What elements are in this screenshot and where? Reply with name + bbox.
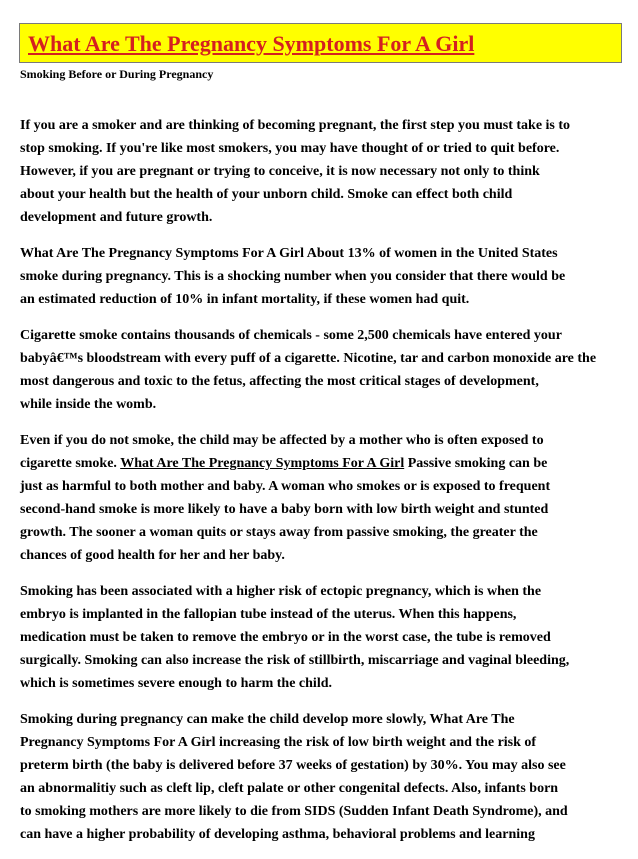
text-line: Cigarette smoke contains thousands of chemicals - some 2,500 chemicals have entered your (20, 328, 562, 343)
text-line: babyâ€™s bloodstream with every puff of a cigarette. Nicotine, tar and carbon monoxide are the (20, 351, 597, 366)
text-line: embryo is implanted in the fallopian tube instead of the uterus. When this happens, (20, 607, 517, 622)
text-line: can have a higher probability of developing asthma, behavioral problems and learning (20, 827, 535, 842)
paragraph-3 (20, 324, 638, 416)
text-line: surgically. Smoking can also increase the risk of stillbirth, miscarriage and vaginal bleeding, (20, 653, 570, 668)
text-line: development and future growth. (20, 210, 213, 225)
text-line: smoke during pregnancy. This is a shocking number when you consider that there would be (20, 269, 566, 284)
title-banner (19, 23, 622, 63)
text-line: just as harmful to both mother and baby. A woman who smokes or is exposed to frequent (20, 479, 551, 494)
text-line: Even if you do not smoke, the child may be affected by a mother who is often exposed to (20, 433, 544, 448)
page-title: What Are The Pregnancy Symptoms For A Girl (28, 31, 475, 56)
text-line: an estimated reduction of 10% in infant mortality, if these women had quit. (20, 292, 470, 307)
text-line: Smoking during pregnancy can make the child develop more slowly, What Are The (20, 712, 515, 727)
paragraph-2 (20, 242, 638, 311)
paragraph-4 (20, 429, 638, 567)
text-line: Pregnancy Symptoms For A Girl increasing the risk of low birth weight and the risk of (20, 735, 537, 750)
text-line: while inside the womb. (20, 397, 157, 412)
text-line: about your health but the health of your unborn child. Smoke can effect both child (20, 187, 513, 202)
page-subtitle: Smoking Before or During Pregnancy (20, 67, 214, 81)
text-line: What Are The Pregnancy Symptoms For A Girl About 13% of women in the United States (20, 246, 558, 261)
text-line: stop smoking. If you're like most smokers, you may have thought of or tried to quit before. (20, 141, 560, 156)
text-line: second-hand smoke is more likely to have a baby born with low birth weight and stunted (20, 502, 549, 517)
article-body (20, 114, 638, 859)
text-line: most dangerous and toxic to the fetus, affecting the most critical stages of development, (20, 374, 539, 389)
text-segment: cigarette smoke. (20, 456, 121, 471)
text-segment: Passive smoking can be (404, 456, 548, 471)
text-line: preterm birth (the baby is delivered before 37 weeks of gestation) by 30%. You may also see (20, 758, 566, 773)
paragraph-1 (20, 114, 638, 229)
text-line: which is sometimes severe enough to harm the child. (20, 676, 332, 691)
text-line: Smoking has been associated with a higher risk of ectopic pregnancy, which is when the (20, 584, 542, 599)
text-line: chances of good health for her and her baby. (20, 548, 285, 563)
text-line: If you are a smoker and are thinking of becoming pregnant, the first step you must take is to (20, 118, 571, 133)
text-line: an abnormalitiy such as cleft lip, cleft palate or other congenital defects. Also, infants born (20, 781, 559, 796)
paragraph-5 (20, 580, 638, 695)
text-line: to smoking mothers are more likely to die from SIDS (Sudden Infant Death Syndrome), and (20, 804, 568, 819)
title-link[interactable]: What Are The Pregnancy Symptoms For A Girl (120, 456, 405, 471)
text-line: However, if you are pregnant or trying to conceive, it is now necessary not only to think (20, 164, 540, 179)
text-line: growth. The sooner a woman quits or stays away from passive smoking, the greater the (20, 525, 538, 540)
paragraph-6 (20, 708, 638, 846)
text-line-with-link (20, 452, 638, 475)
text-line: medication must be taken to remove the embryo or in the worst case, the tube is removed (20, 630, 551, 645)
